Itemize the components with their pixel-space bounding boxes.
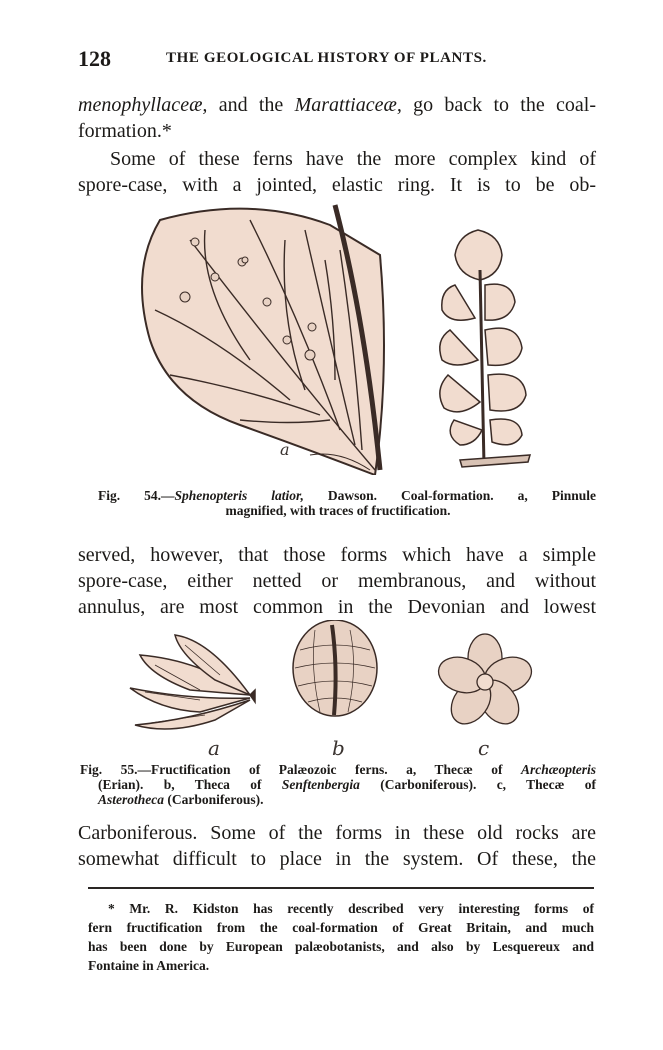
text-run: (Erian). b, Theca of <box>98 777 282 792</box>
paragraph-1 <box>78 92 596 144</box>
fig54-caption <box>80 488 596 518</box>
text-run: go back to the coal- <box>401 94 597 116</box>
footnote <box>88 899 594 975</box>
italic-term: Archæopteris <box>520 762 596 777</box>
page-number: 128 <box>78 46 111 71</box>
fig55-label-b: b <box>332 736 345 760</box>
text-line: Some of these ferns have the more complex kind of <box>110 148 596 170</box>
running-title: THE GEOLOGICAL HISTORY OF PLANTS. <box>166 50 487 66</box>
paragraph-2 <box>78 146 596 198</box>
italic-term: Senftenbergia <box>281 777 360 792</box>
caption-line <box>80 792 596 807</box>
footnote-divider <box>88 887 594 889</box>
paragraph-4 <box>78 820 596 872</box>
text-run: Dawson. Coal-formation. a, Pinnule <box>303 488 597 503</box>
fig55-a-thecae <box>130 635 255 729</box>
page-header <box>78 46 598 76</box>
text-line: spore-case, either netted or membranous, and without <box>78 570 596 592</box>
footnote-line: * Mr. R. Kidston has recently described very interesting forms of <box>108 901 594 916</box>
caption-line <box>80 762 596 777</box>
italic-term: Sphenopteris latior, <box>174 488 304 503</box>
italic-term: Asterotheca <box>98 792 164 807</box>
text-line: formation.* <box>78 120 172 142</box>
text-line: served, however, that those forms which have a simple <box>78 544 596 566</box>
footnote-line: Fontaine in America. <box>88 958 210 973</box>
text-run: (Carboniferous). <box>164 792 264 807</box>
text-line: spore-case, with a jointed, elastic ring. It is to be ob- <box>78 174 596 196</box>
italic-term: Marattiaceæ, <box>294 94 402 116</box>
fig54-label-a: a <box>280 440 290 459</box>
fig55-caption <box>80 762 596 807</box>
text-line: annulus, are most common in the Devonian and lowest <box>78 596 596 618</box>
fig55-b-theca <box>293 620 377 716</box>
fig55-label-a: a <box>208 736 220 760</box>
text-run: (Carboniferous). c, Thecæ of <box>359 777 596 792</box>
paragraph-3 <box>78 542 596 620</box>
fig55-label-c: c <box>478 736 490 760</box>
caption-line: magnified, with traces of fructification. <box>225 503 451 518</box>
caption-line <box>80 777 596 792</box>
fig54-illustration <box>130 200 550 475</box>
fig55-illustration <box>120 620 540 745</box>
fern-frond <box>440 230 530 467</box>
text-line: Carboniferous. Some of the forms in these old rocks are <box>78 822 596 844</box>
text-line <box>78 92 596 118</box>
text-run: Fig. 54.— <box>98 488 175 503</box>
text-run: Fig. 55.—Fructification of Palæozoic ferns. a, Thecæ of <box>80 762 521 777</box>
fig55-c-thecae <box>434 634 536 731</box>
footnote-line: has been done by European palæobotanists, and also by Lesquereux and <box>88 939 594 954</box>
text-run: and the <box>207 94 295 116</box>
caption-line <box>80 488 596 503</box>
footnote-line: fern fructification from the coal-formation of Great Britain, and much <box>88 920 594 935</box>
italic-term: menophyllaceæ, <box>78 94 208 116</box>
text-line: somewhat difficult to place in the system. Of these, the <box>78 848 596 870</box>
